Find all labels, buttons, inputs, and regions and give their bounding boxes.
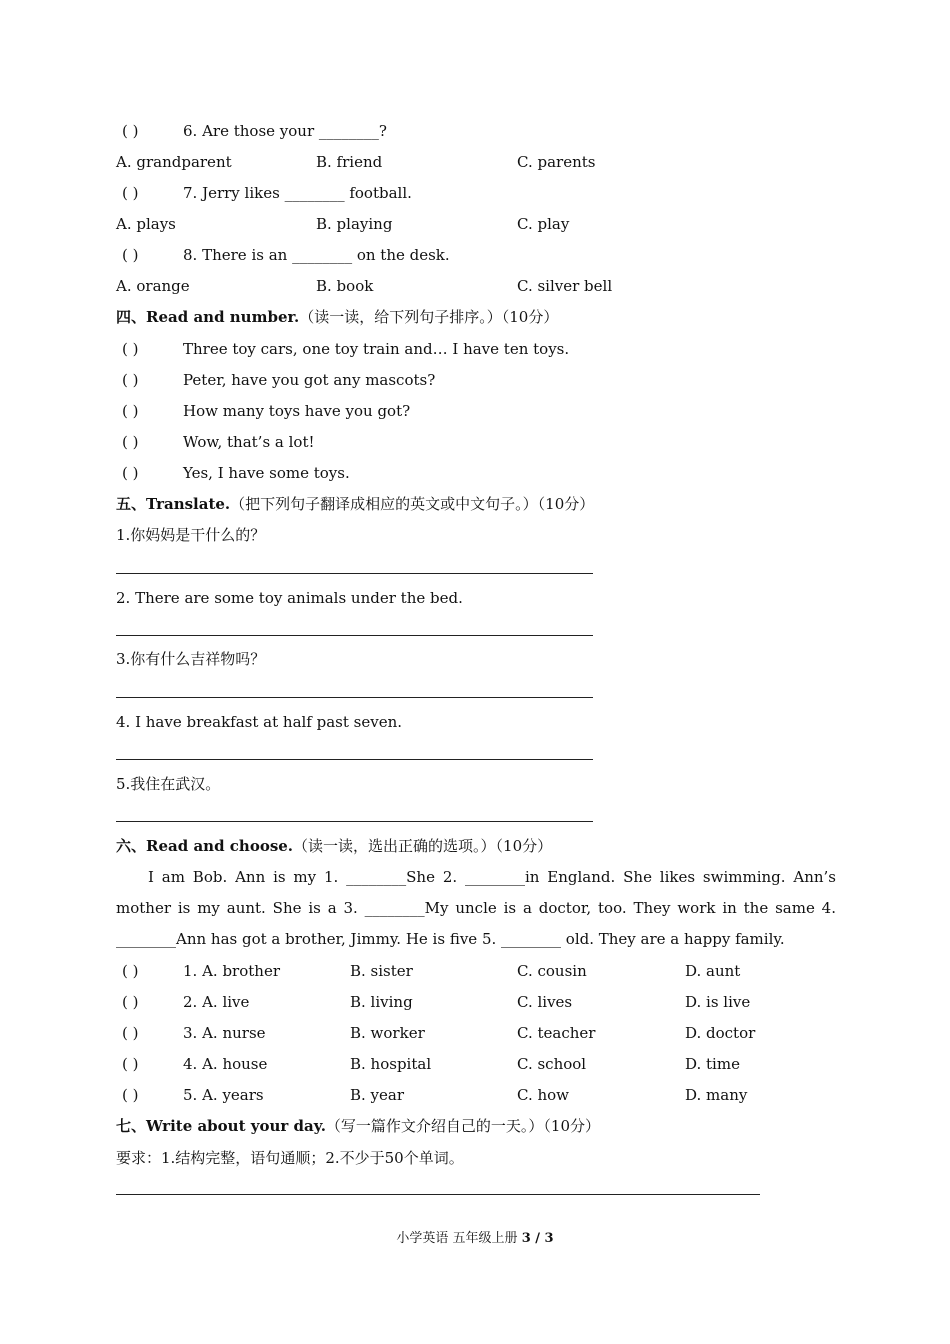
page-footer bbox=[0, 1227, 950, 1246]
sentence-text: Peter, have you got any mascots? bbox=[183, 371, 436, 389]
option-c: C. teacher bbox=[517, 1024, 596, 1042]
option-b: B. sister bbox=[350, 962, 413, 980]
option-c: C. school bbox=[517, 1055, 587, 1073]
answer-line[interactable] bbox=[116, 635, 593, 636]
page-number: 3 / 3 bbox=[521, 1231, 554, 1246]
option-c: C. parents bbox=[517, 153, 596, 171]
writing-answer-line[interactable] bbox=[116, 1194, 760, 1195]
heading-title: 五、Translate. bbox=[116, 495, 231, 513]
answer-blank[interactable]: ( ) bbox=[122, 371, 139, 389]
answer-blank[interactable]: ( ) bbox=[122, 433, 139, 451]
option-b: B. book bbox=[316, 277, 374, 295]
reading-passage: I am Bob. Ann is my 1. ________She 2. ________in England. She likes swimming. Ann’s mother is my aunt. She is a 3. ________My uncle is a doctor, too. They work in the same 4. ________Ann has got a brother, Jimmy. He is five 5. ________ old. They are a happy family. bbox=[116, 868, 836, 948]
heading-title: 四、Read and number. bbox=[116, 308, 300, 326]
answer-blank[interactable]: ( ) bbox=[122, 1086, 139, 1104]
option-a: 4. A. house bbox=[183, 1055, 268, 1073]
section-6-heading bbox=[116, 836, 552, 856]
option-a: 1. A. brother bbox=[183, 962, 280, 980]
heading-instruction: （读一读，选出正确的选项。）（10分） bbox=[293, 837, 553, 855]
option-d: D. time bbox=[685, 1055, 740, 1073]
option-c: C. lives bbox=[517, 993, 573, 1011]
answer-blank[interactable]: ( ) bbox=[122, 1024, 139, 1042]
footer-text: 小学英语 五年级上册 bbox=[396, 1231, 522, 1246]
option-a: A. orange bbox=[116, 277, 190, 295]
answer-blank[interactable]: ( ) bbox=[122, 402, 139, 420]
sentence-text: How many toys have you got? bbox=[183, 402, 411, 420]
option-c: C. cousin bbox=[517, 962, 587, 980]
option-b: B. living bbox=[350, 993, 413, 1011]
translate-item: 5.我住在武汉。 bbox=[116, 775, 221, 793]
translate-item: 4. I have breakfast at half past seven. bbox=[116, 713, 403, 731]
translate-item: 1.你妈妈是干什么的？ bbox=[116, 526, 266, 544]
sentence-text: Wow, that’s a lot! bbox=[183, 433, 315, 451]
answer-blank[interactable]: ( ) bbox=[122, 993, 139, 1011]
translate-item: 2. There are some toy animals under the bed. bbox=[116, 589, 463, 607]
option-b: B. playing bbox=[316, 215, 393, 233]
sentence-text: Three toy cars, one toy train and… I have ten toys. bbox=[183, 340, 570, 358]
answer-blank[interactable]: ( ) bbox=[122, 340, 139, 358]
heading-instruction: （把下列句子翻译成相应的英文或中文句子。）（10分） bbox=[230, 495, 595, 513]
option-d: D. aunt bbox=[685, 962, 741, 980]
option-b: B. hospital bbox=[350, 1055, 432, 1073]
option-b: B. year bbox=[350, 1086, 405, 1104]
answer-blank[interactable]: ( ) bbox=[122, 962, 139, 980]
answer-line[interactable] bbox=[116, 573, 593, 574]
option-a: 2. A. live bbox=[183, 993, 250, 1011]
heading-title: 六、Read and choose. bbox=[116, 837, 294, 855]
option-d: D. doctor bbox=[685, 1024, 756, 1042]
option-a: A. plays bbox=[116, 215, 176, 233]
question-text: 8. There is an ________ on the desk. bbox=[183, 246, 450, 264]
section-4-heading bbox=[116, 307, 558, 327]
answer-line[interactable] bbox=[116, 821, 593, 822]
option-b: B. worker bbox=[350, 1024, 425, 1042]
answer-blank[interactable]: ( ) bbox=[122, 1055, 139, 1073]
option-c: C. play bbox=[517, 215, 570, 233]
section-7-heading bbox=[116, 1116, 600, 1136]
option-d: D. is live bbox=[685, 993, 751, 1011]
answer-line[interactable] bbox=[116, 759, 593, 760]
answer-blank[interactable]: ( ) bbox=[122, 246, 139, 264]
translate-item: 3.你有什么吉祥物吗？ bbox=[116, 650, 266, 668]
heading-title: 七、Write about your day. bbox=[116, 1117, 326, 1135]
question-text: 7. Jerry likes ________ football. bbox=[183, 184, 412, 202]
question-text: 6. Are those your ________? bbox=[183, 122, 387, 140]
option-c: C. silver bell bbox=[517, 277, 613, 295]
heading-instruction: （读一读，给下列句子排序。）（10分） bbox=[299, 308, 559, 326]
heading-instruction: （写一篇作文介绍自己的一天。）（10分） bbox=[325, 1117, 601, 1135]
sentence-text: Yes, I have some toys. bbox=[183, 464, 350, 482]
option-a: A. grandparent bbox=[116, 153, 232, 171]
option-a: 3. A. nurse bbox=[183, 1024, 266, 1042]
answer-line[interactable] bbox=[116, 697, 593, 698]
section-5-heading bbox=[116, 494, 594, 514]
answer-blank[interactable]: ( ) bbox=[122, 122, 139, 140]
writing-requirement: 要求：1.结构完整，语句通顺；2.不少于50个单词。 bbox=[116, 1149, 464, 1167]
option-c: C. how bbox=[517, 1086, 570, 1104]
option-b: B. friend bbox=[316, 153, 383, 171]
option-a: 5. A. years bbox=[183, 1086, 264, 1104]
option-d: D. many bbox=[685, 1086, 748, 1104]
answer-blank[interactable]: ( ) bbox=[122, 464, 139, 482]
answer-blank[interactable]: ( ) bbox=[122, 184, 139, 202]
